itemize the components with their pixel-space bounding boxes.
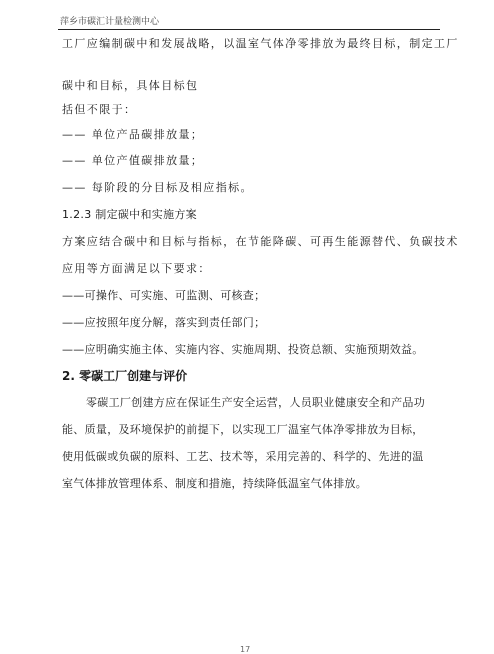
list-item: —— 单位产品碳排放量； [62,128,204,141]
paragraph-line: 碳中和目标，具体目标包 [62,79,199,92]
paragraph-line: 方案应结合碳中和目标与指标，在节能降碳、可再生能源替代、负碳技术 [62,235,459,248]
page-header: 萍乡市碳汇计量检测中心 [60,17,160,27]
paragraph-line: 零碳工厂创建方应在保证生产安全运营，人员职业健康安全和产品功 [86,396,425,409]
list-item: —— 单位产值碳排放量； [62,154,204,167]
list-item: ——可操作、可实施、可监测、可核查； [62,289,266,302]
list-item: ——应按照年度分解，落实到责任部门； [62,316,266,329]
list-item: —— 每阶段的分目标及相应指标。 [62,181,253,194]
paragraph-line: 工厂应编制碳中和发展战略，以温室气体净零排放为最终目标，制定工厂 [62,37,459,50]
page-number: 17 [240,645,251,654]
paragraph-line: 使用低碳或负碳的原料、工艺、技术等，采用完善的、科学的、先进的温 [62,450,424,463]
header-divider [58,29,440,30]
list-item: ——应明确实施主体、实施内容、实施周期、投资总额、实施预期效益。 [62,343,424,356]
section-heading: 1.2.3 制定碳中和实施方案 [62,208,197,221]
paragraph-line: 应用等方面满足以下要求： [62,262,211,275]
paragraph-line: 括但不限于： [62,103,137,116]
paragraph-line: 能、质量，及环境保护的前提下，以实现工厂温室气体净零排放为目标， [62,423,424,436]
section-heading-2: 2. 零碳工厂创建与评价 [62,369,188,383]
paragraph-line: 室气体排放管理体系、制度和措施，持续降低温室气体排放。 [62,477,368,490]
